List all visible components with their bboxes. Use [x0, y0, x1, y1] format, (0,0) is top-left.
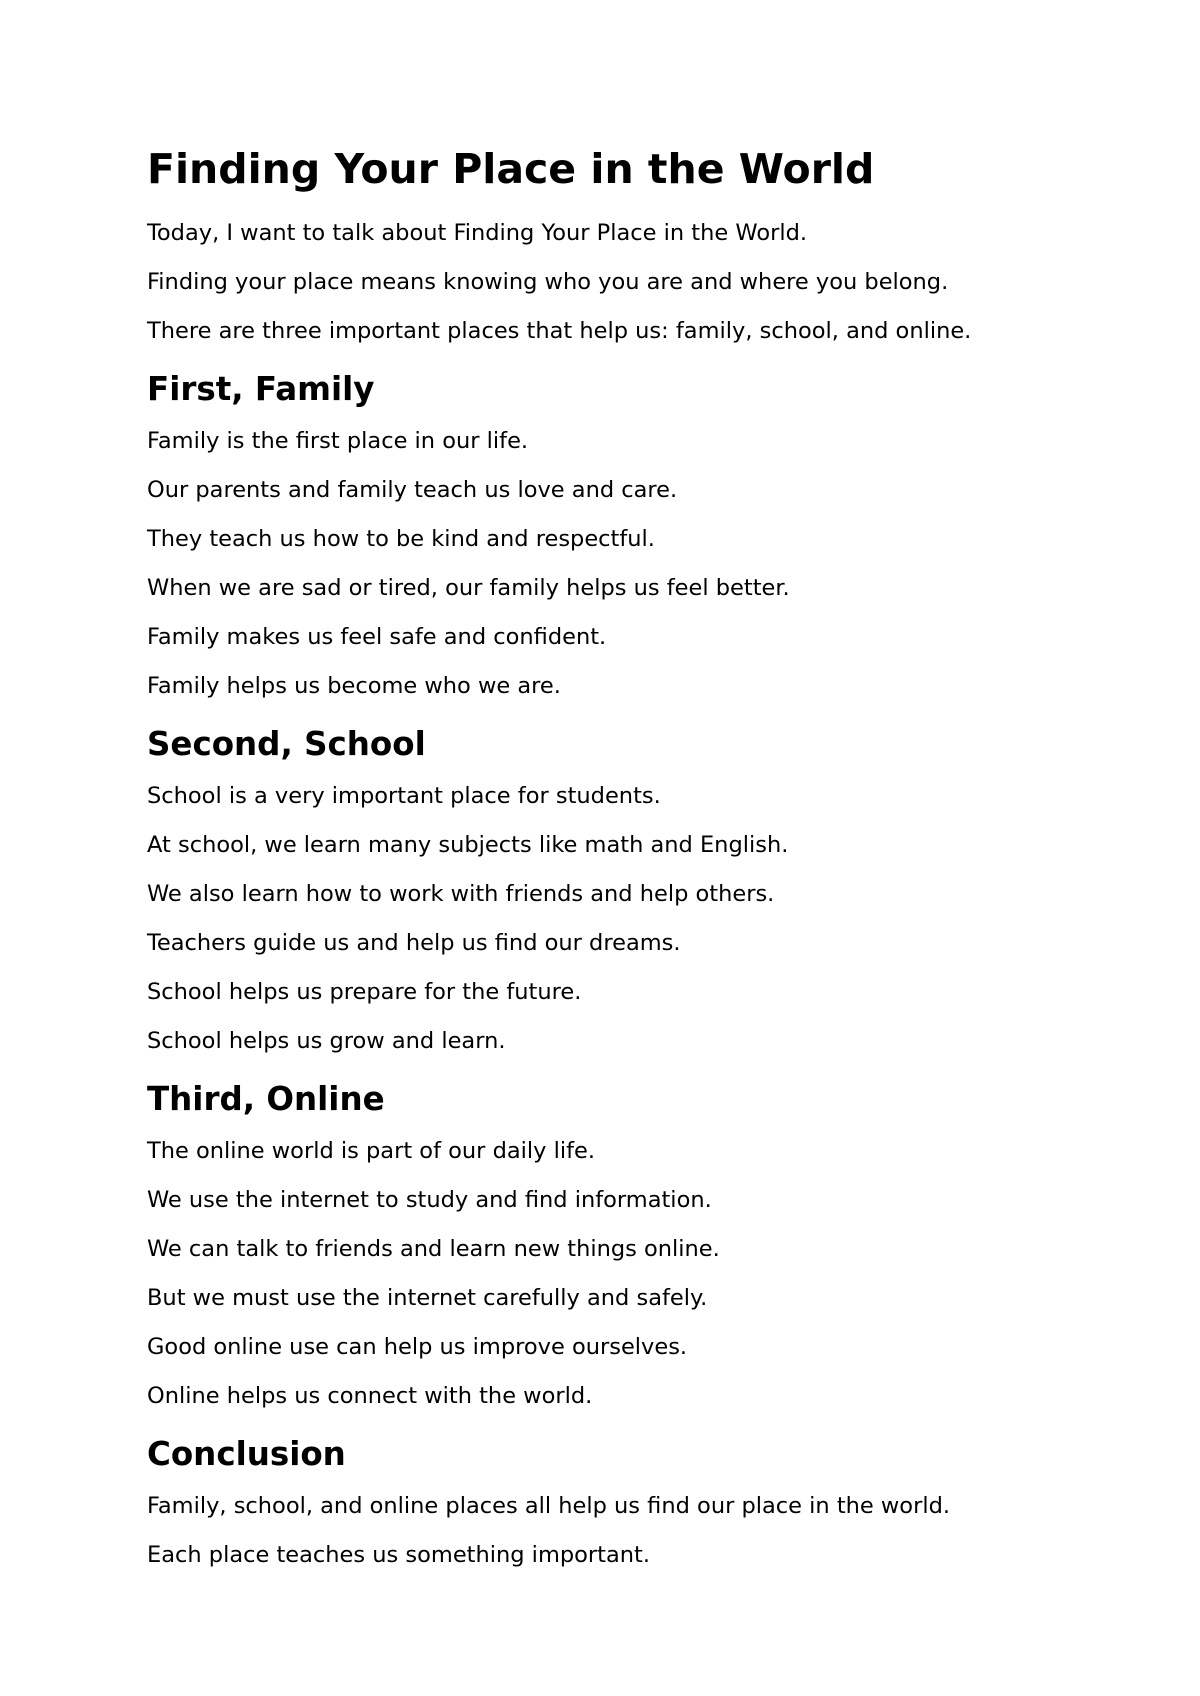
section-online	[147, 1078, 1107, 1421]
section-heading: First, Family	[147, 370, 375, 408]
intro-section	[147, 209, 1107, 356]
section-heading: Third, Online	[147, 1080, 385, 1118]
section-heading: Second, School	[147, 725, 426, 763]
section-family	[147, 368, 1107, 711]
section-heading: Conclusion	[147, 1435, 346, 1473]
section-line: We also learn how to work with friends and help others.	[147, 881, 775, 907]
section-line: When we are sad or tired, our family helps us feel better.	[147, 575, 790, 601]
intro-line: Today, I want to talk about Finding Your Place in the World.	[147, 220, 808, 246]
section-line: But we must use the internet carefully and safely.	[147, 1285, 708, 1311]
section-conclusion	[147, 1433, 1107, 1580]
section-line: We can talk to friends and learn new things online.	[147, 1236, 720, 1262]
section-line: School helps us prepare for the future.	[147, 979, 582, 1005]
intro-line: There are three important places that help us: family, school, and online.	[147, 318, 972, 344]
section-line: Teachers guide us and help us find our dreams.	[147, 930, 681, 956]
section-line: Online helps us connect with the world.	[147, 1383, 593, 1409]
section-line: The online world is part of our daily life.	[147, 1138, 596, 1164]
section-line: Family, school, and online places all help us find our place in the world.	[147, 1493, 951, 1519]
page-title: Finding Your Place in the World	[147, 145, 875, 193]
intro-line: Finding your place means knowing who you are and where you belong.	[147, 269, 949, 295]
section-line: Family makes us feel safe and confident.	[147, 624, 607, 650]
section-line: School helps us grow and learn.	[147, 1028, 506, 1054]
section-line: School is a very important place for students.	[147, 783, 661, 809]
section-line: Family helps us become who we are.	[147, 673, 561, 699]
document-page	[147, 143, 1107, 1580]
section-line: They teach us how to be kind and respectful.	[147, 526, 655, 552]
section-line: Each place teaches us something important.	[147, 1542, 650, 1568]
section-school	[147, 723, 1107, 1066]
section-line: Good online use can help us improve ourselves.	[147, 1334, 688, 1360]
section-line: We use the internet to study and find information.	[147, 1187, 712, 1213]
section-line: Our parents and family teach us love and care.	[147, 477, 678, 503]
section-line: At school, we learn many subjects like math and English.	[147, 832, 789, 858]
section-line: Family is the first place in our life.	[147, 428, 529, 454]
